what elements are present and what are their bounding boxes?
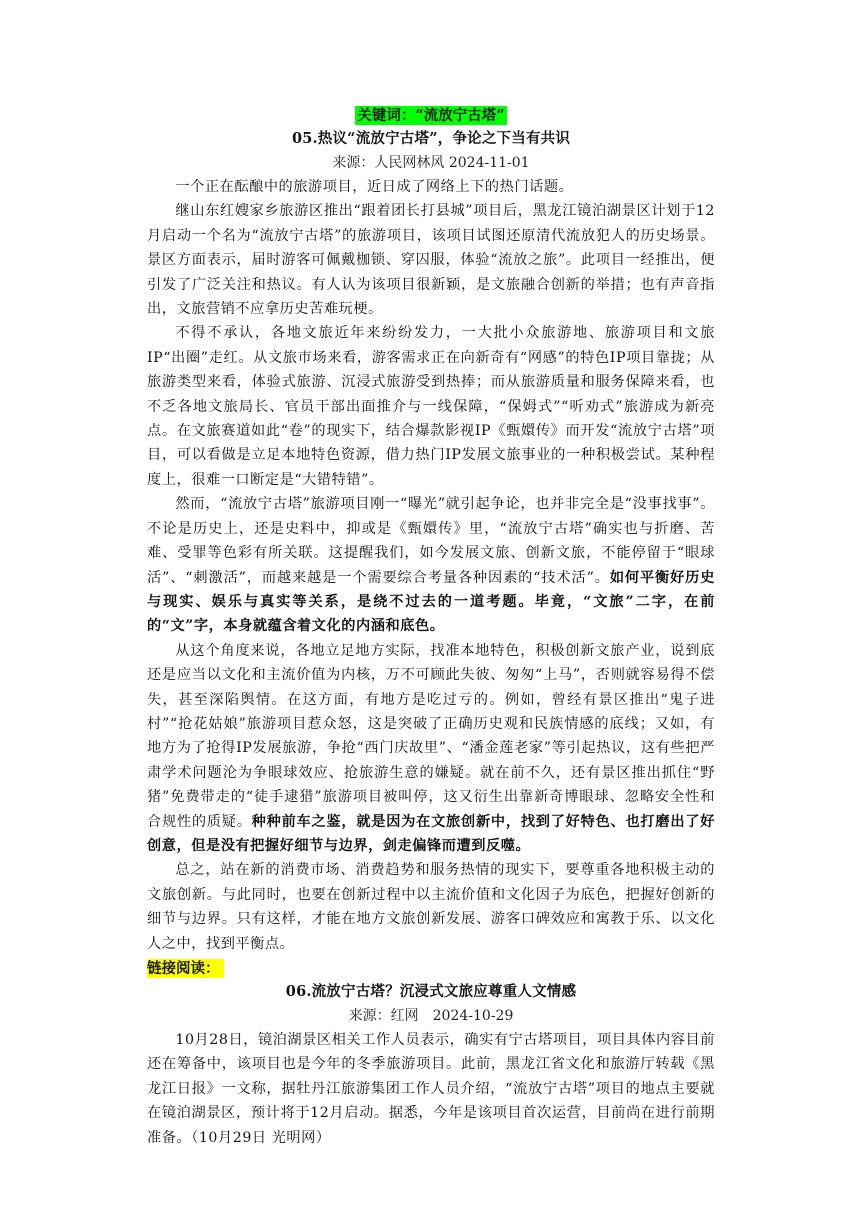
paragraph-text: 然而，“流放宁古塔”旅游项目刚一“曝光”就引起争论，也并非完全是“没事找事”。不论是历史上，还是史料中，抑或是《甄嬛传》里，“流放宁古塔”确实也与折磨、苦难、受罪等色彩有所关联。这提醒我们，如今发展文旅、创新文旅，不能停留于“眼球活”、“刺激活”，而越来越是一个需要综合考量各种因素的“技术活”。 [147,496,715,586]
article-source: 来源：人民网林风 2024-11-01 [332,155,530,171]
article-paragraph: 总之，站在新的消费市场、消费趋势和服务热情的现实下，要尊重各地积极主动的文旅创新。与此同时，也要在创新过程中以主流价值和文化因子为底色，把握好创新的细节与边界。只有这样，才能在地方文旅创新发展、游客口碑效应和寓教于乐、以文化人之中，找到平衡点。 [147,862,715,952]
keyword-line [147,103,715,127]
link-reading-label: 链接阅读： [147,959,224,978]
article-paragraph [147,639,715,859]
article-paragraph: 10月28日，镜泊湖景区相关工作人员表示，确实有宁古塔项目，项目具体内容目前还在筹备中，该项目也是今年的冬季旅游项目。此前，黑龙江省文化和旅游厅转载《黑龙江日报》一文称，据牡丹江旅游集团工作人员介绍，“流放宁古塔”项目的地点主要就在镜泊湖景区，预计将于12月启动。据悉，今年是该项目首次运营，目前尚在进行前期准备。（10月29日 光明网） [147,1032,715,1146]
article-title: 05.热议“流放宁古塔”，争论之下当有共识 [291,130,571,147]
keyword-highlight: 关键词：“流放宁古塔” [357,107,505,124]
article-paragraph: 不得不承认，各地文旅近年来纷纷发力，一大批小众旅游地、旅游项目和文旅IP“出圈”走红。从文旅市场来看，游客需求正在向新奇有“网感”的特色IP项目靠拢；从旅游类型来看，体验式旅游、沉浸式旅游受到热捧；而从旅游质量和服务保障来看，也不乏各地文旅局长、官员干部出面推介与一线保障，“保姆式”“听劝式”旅游成为新亮点。在文旅赛道如此“卷”的现实下，结合爆款影视IP《甄嬛传》而开发“流放宁古塔”项目，可以看做是立足本地特色资源，借力热门IP发展文旅事业的一种积极尝试。某种程度上，很难一口断定是“大错特错”。 [147,325,715,488]
article-paragraph: 继山东红嫂家乡旅游区推出“跟着团长打县城”项目后，黑龙江镜泊湖景区计划于12月启动一个名为“流放宁古塔”的旅游项目，该项目试图还原清代流放犯人的历史场景。景区方面表示，届时游客可佩戴枷锁、穿囚服，体验“流放之旅”。此项目一经推出，便引发了广泛关注和热议。有人认为该项目很新颖，是文旅融合创新的举措；也有声音指出，文旅营销不应拿历史苦难玩梗。 [147,203,715,318]
document-content [147,103,715,1150]
paragraph-bold-text: 如何平衡好历史与现实、娱乐与真实等关系，是绕不过去的一道考题。毕竟，“文旅”二字，在前的“文”字，本身就蕴含着文化的内涵和底色。 [147,569,715,635]
paragraph-text: 从这个角度来说，各地立足地方实际，找准本地特色，积极创新文旅产业，说到底还是应当以文化和主流价值为内核，万不可顾此失彼、匆匆“上马”，否则就容易得不偿失，甚至深陷舆情。在这方面，有地方是吃过亏的。例如，曾经有景区推出“鬼子进村”“抢花姑娘”旅游项目惹众怒，这是突破了正确历史观和民族情感的底线；又如，有地方为了抢得IP发展旅游，争抢“西门庆故里”、“潘金莲老家”等引起热议，这有些把严肃学术问题沦为争眼球效应、抢旅游生意的嫌疑。就在前不久，还有景区推出抓住“野猪”免费带走的“徒手逮猎”旅游项目被叫停，这又衍生出靠新奇博眼球、忽略安全性和合规性的质疑。 [147,642,715,830]
paragraph-bold-text: 种种前车之鉴，就是因为在文旅创新中，找到了好特色、也打磨出了好创意，但是没有把握好细节与边界，剑走偏锋而遭到反噬。 [147,813,715,854]
article-source: 来源：红网 2024-10-29 [348,1008,514,1024]
article-title: 06.流放宁古塔？沉浸式文旅应尊重人文情感 [285,983,577,1000]
article-paragraph: 一个正在酝酿中的旅游项目，近日成了网络上下的热门话题。 [175,179,574,195]
article-paragraph [147,492,715,638]
link-reading-line [147,956,715,980]
